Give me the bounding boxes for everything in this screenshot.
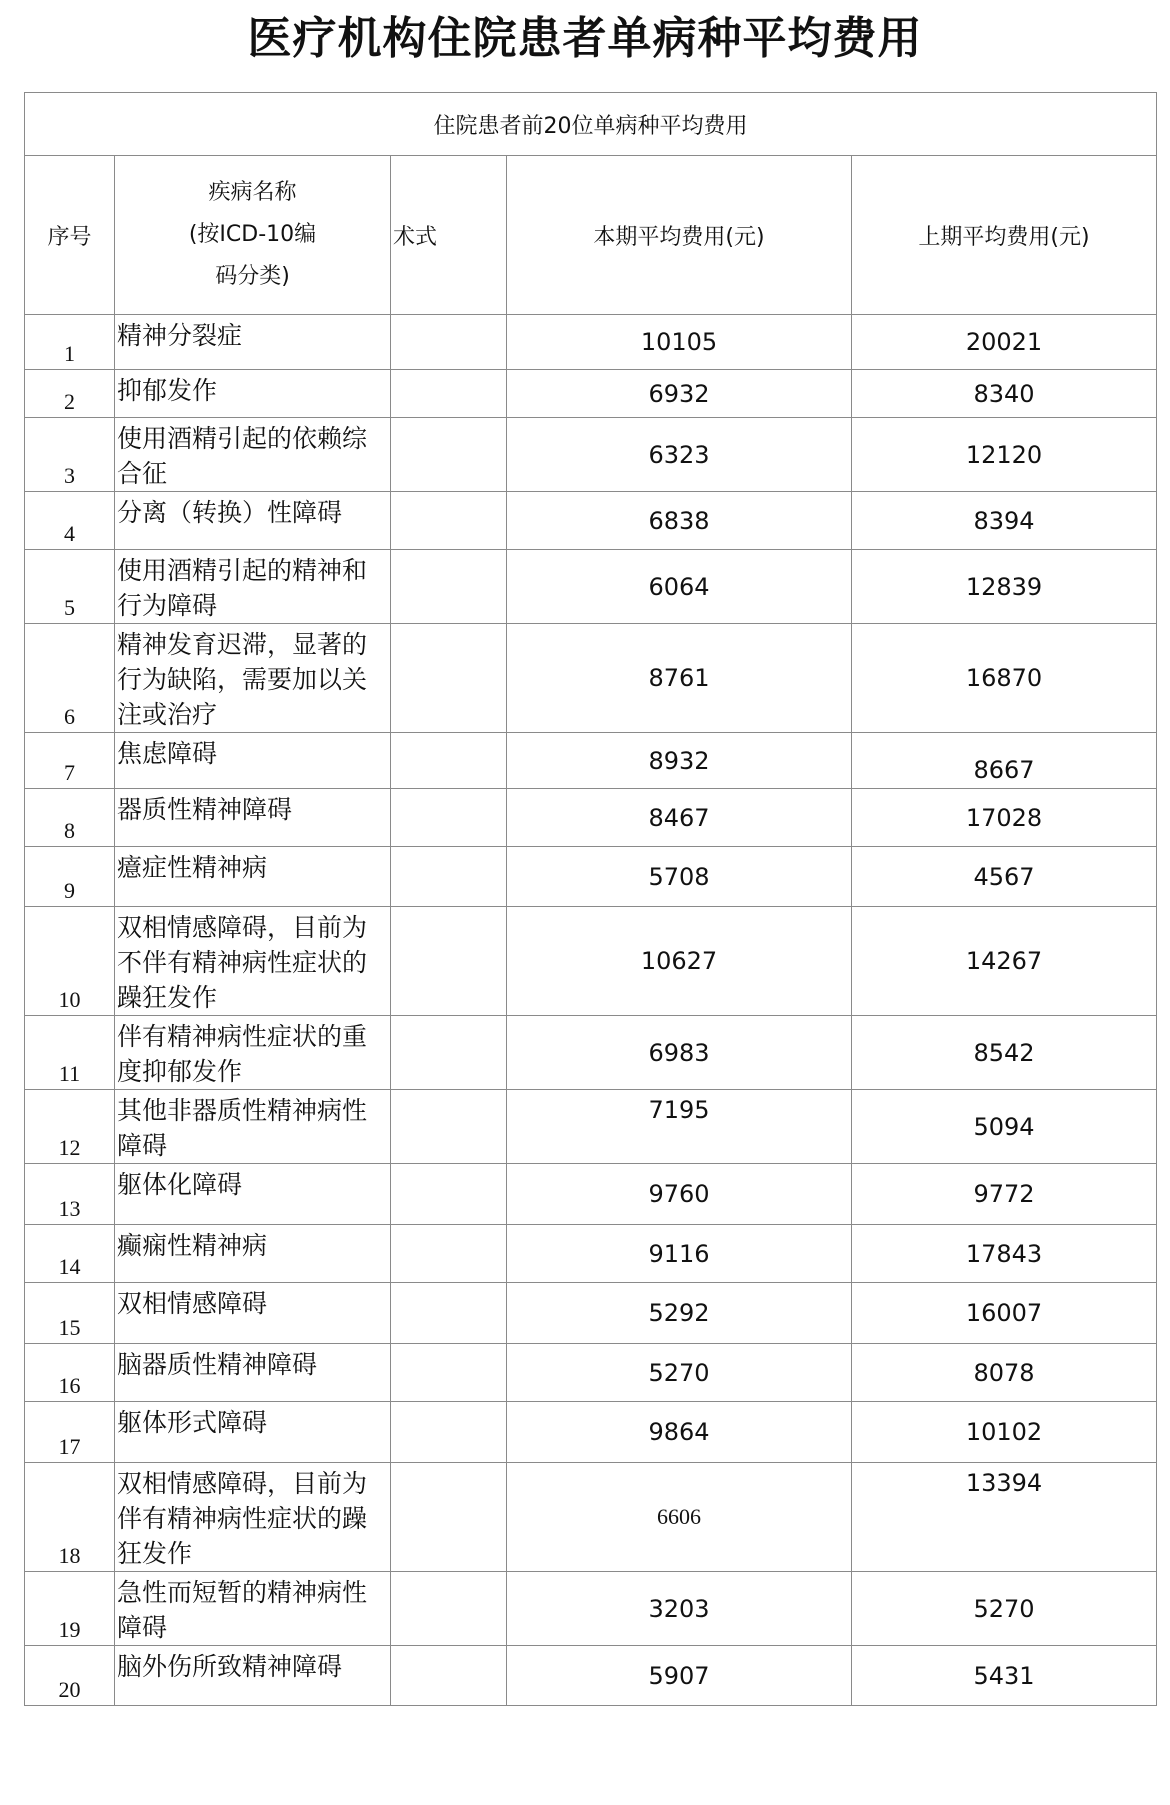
row-index: 6 (25, 624, 115, 733)
table-caption: 住院患者前20位单病种平均费用 (25, 93, 1157, 156)
table-row (25, 1164, 1157, 1225)
row-procedure (391, 1164, 507, 1225)
row-previous-cost: 20021 (852, 315, 1157, 370)
row-disease-name: 脑外伤所致精神障碍 (115, 1646, 391, 1706)
row-previous-cost: 8340 (852, 370, 1157, 418)
table-body (25, 93, 1157, 1706)
header-disease-name (115, 156, 391, 315)
row-disease-name: 使用酒精引起的依赖综合征 (115, 418, 391, 492)
row-procedure (391, 847, 507, 907)
row-current-cost: 8932 (507, 733, 852, 789)
row-procedure (391, 1016, 507, 1090)
table-row (25, 492, 1157, 550)
row-index: 3 (25, 418, 115, 492)
row-procedure (391, 1344, 507, 1402)
row-index: 18 (25, 1463, 115, 1572)
row-index: 17 (25, 1402, 115, 1463)
row-procedure (391, 907, 507, 1016)
row-index: 9 (25, 847, 115, 907)
row-previous-cost: 4567 (852, 847, 1157, 907)
row-previous-cost: 12120 (852, 418, 1157, 492)
row-current-cost: 6983 (507, 1016, 852, 1090)
row-index: 2 (25, 370, 115, 418)
row-index: 10 (25, 907, 115, 1016)
table-row (25, 418, 1157, 492)
row-previous-cost: 5094 (852, 1090, 1157, 1164)
row-disease-name: 躯体化障碍 (115, 1164, 391, 1225)
row-disease-name: 分离（转换）性障碍 (115, 492, 391, 550)
row-previous-cost: 12839 (852, 550, 1157, 624)
table-caption-row (25, 93, 1157, 156)
row-previous-cost: 10102 (852, 1402, 1157, 1463)
row-current-cost: 5292 (507, 1283, 852, 1344)
header-disease-name-line1: 疾病名称 (208, 180, 297, 205)
row-disease-name: 器质性精神障碍 (115, 789, 391, 847)
row-disease-name: 癔症性精神病 (115, 847, 391, 907)
row-disease-name: 躯体形式障碍 (115, 1402, 391, 1463)
row-disease-name: 脑器质性精神障碍 (115, 1344, 391, 1402)
row-procedure (391, 624, 507, 733)
row-disease-name: 焦虑障碍 (115, 733, 391, 789)
cost-table (24, 92, 1157, 1706)
row-current-cost: 7195 (507, 1090, 852, 1164)
row-previous-cost: 8394 (852, 492, 1157, 550)
table-row (25, 1402, 1157, 1463)
table-row (25, 1283, 1157, 1344)
row-disease-name: 其他非器质性精神病性障碍 (115, 1090, 391, 1164)
table-row (25, 1090, 1157, 1164)
table-row (25, 1016, 1157, 1090)
row-current-cost: 9864 (507, 1402, 852, 1463)
row-current-cost: 6064 (507, 550, 852, 624)
table-row (25, 550, 1157, 624)
header-current-cost: 本期平均费用(元) (507, 156, 852, 315)
row-procedure (391, 1283, 507, 1344)
row-disease-name: 癫痫性精神病 (115, 1225, 391, 1283)
row-current-cost: 5708 (507, 847, 852, 907)
table-row (25, 847, 1157, 907)
table-row (25, 789, 1157, 847)
row-index: 15 (25, 1283, 115, 1344)
row-disease-name: 急性而短暂的精神病性障碍 (115, 1572, 391, 1646)
row-procedure (391, 789, 507, 847)
row-previous-cost: 17028 (852, 789, 1157, 847)
row-current-cost: 6932 (507, 370, 852, 418)
row-index: 13 (25, 1164, 115, 1225)
row-disease-name: 双相情感障碍 (115, 1283, 391, 1344)
row-procedure (391, 370, 507, 418)
row-procedure (391, 492, 507, 550)
row-index: 12 (25, 1090, 115, 1164)
row-disease-name: 精神分裂症 (115, 315, 391, 370)
table-row (25, 907, 1157, 1016)
header-procedure: 术式 (391, 156, 507, 315)
row-current-cost: 8761 (507, 624, 852, 733)
row-previous-cost: 16870 (852, 624, 1157, 733)
row-current-cost: 6838 (507, 492, 852, 550)
row-disease-name: 双相情感障碍，目前为不伴有精神病性症状的躁狂发作 (115, 907, 391, 1016)
row-current-cost: 9116 (507, 1225, 852, 1283)
row-current-cost: 9760 (507, 1164, 852, 1225)
table-row (25, 1463, 1157, 1572)
table-row (25, 1572, 1157, 1646)
row-previous-cost: 5431 (852, 1646, 1157, 1706)
row-disease-name: 使用酒精引起的精神和行为障碍 (115, 550, 391, 624)
row-previous-cost: 16007 (852, 1283, 1157, 1344)
row-procedure (391, 550, 507, 624)
row-procedure (391, 1572, 507, 1646)
row-current-cost: 6606 (507, 1463, 852, 1572)
table-row (25, 1646, 1157, 1706)
row-index: 20 (25, 1646, 115, 1706)
row-previous-cost: 8542 (852, 1016, 1157, 1090)
row-current-cost: 5270 (507, 1344, 852, 1402)
row-previous-cost: 8078 (852, 1344, 1157, 1402)
table-row (25, 370, 1157, 418)
header-disease-name-line3: 码分类) (215, 264, 290, 289)
row-index: 16 (25, 1344, 115, 1402)
table-row (25, 1344, 1157, 1402)
row-procedure (391, 1646, 507, 1706)
row-disease-name: 精神发育迟滞，显著的行为缺陷，需要加以关注或治疗 (115, 624, 391, 733)
row-procedure (391, 418, 507, 492)
table-row (25, 733, 1157, 789)
header-index: 序号 (25, 156, 115, 315)
row-index: 5 (25, 550, 115, 624)
row-index: 14 (25, 1225, 115, 1283)
row-previous-cost: 8667 (852, 733, 1157, 789)
row-current-cost: 6323 (507, 418, 852, 492)
row-current-cost: 3203 (507, 1572, 852, 1646)
row-procedure (391, 1225, 507, 1283)
row-procedure (391, 1463, 507, 1572)
row-previous-cost: 17843 (852, 1225, 1157, 1283)
row-index: 4 (25, 492, 115, 550)
row-procedure (391, 1402, 507, 1463)
row-disease-name: 抑郁发作 (115, 370, 391, 418)
header-previous-cost: 上期平均费用(元) (852, 156, 1157, 315)
row-index: 7 (25, 733, 115, 789)
table-header-row (25, 156, 1157, 315)
row-procedure (391, 733, 507, 789)
table-row (25, 315, 1157, 370)
row-procedure (391, 315, 507, 370)
row-previous-cost: 14267 (852, 907, 1157, 1016)
row-procedure (391, 1090, 507, 1164)
row-current-cost: 10105 (507, 315, 852, 370)
row-disease-name: 双相情感障碍，目前为伴有精神病性症状的躁狂发作 (115, 1463, 391, 1572)
table-row (25, 624, 1157, 733)
row-index: 19 (25, 1572, 115, 1646)
table-row (25, 1225, 1157, 1283)
header-disease-name-line2: (按ICD-10编 (188, 222, 317, 247)
row-index: 8 (25, 789, 115, 847)
row-disease-name: 伴有精神病性症状的重度抑郁发作 (115, 1016, 391, 1090)
row-index: 11 (25, 1016, 115, 1090)
page-title: 医疗机构住院患者单病种平均费用 (247, 13, 923, 64)
row-previous-cost: 9772 (852, 1164, 1157, 1225)
row-current-cost: 10627 (507, 907, 852, 1016)
row-previous-cost: 5270 (852, 1572, 1157, 1646)
row-previous-cost: 13394 (852, 1463, 1157, 1572)
row-current-cost: 8467 (507, 789, 852, 847)
row-current-cost: 5907 (507, 1646, 852, 1706)
row-index: 1 (25, 315, 115, 370)
